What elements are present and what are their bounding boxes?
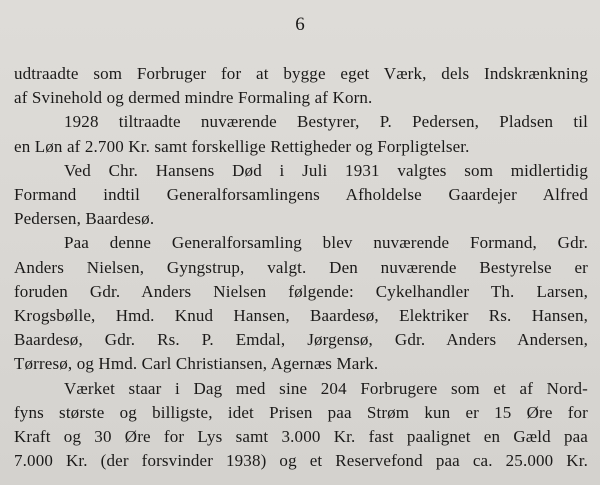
text-line: en Løn af 2.700 Kr. samt forskellige Rettigheder og Forpligtelser.	[14, 136, 470, 156]
text-line: Kraft og 30 Øre for Lys samt 3.000 Kr. fast paalignet en Gæld paa	[14, 427, 588, 447]
text-line: Ved Chr. Hansens Død i Juli 1931 valgtes som midlertidig	[64, 160, 588, 180]
text-line: udtraadte som Forbruger for at bygge eget Værk, dels Indskrænkning	[14, 64, 588, 83]
text-line: Tørresø, og Hmd. Carl Christiansen, Agernæs Mark.	[14, 354, 379, 374]
text-line: fyns største og billigste, idet Prisen paa Strøm kun er 15 Øre for	[14, 402, 588, 422]
text-line: Pedersen, Baardesø.	[14, 209, 155, 229]
text-line: foruden Gdr. Anders Nielsen følgende: Cykelhandler Th. Larsen,	[14, 281, 588, 301]
text-line: Anders Nielsen, Gyngstrup, valgt. Den nuværende Bestyrelse er	[14, 257, 588, 277]
body-text	[14, 62, 588, 473]
text-line: af Svinehold og dermed mindre Formaling af Korn.	[14, 88, 373, 108]
text-line: 7.000 Kr. (der forsvinder 1938) og et Reservefond paa ca. 25.000 Kr.	[14, 451, 588, 471]
text-line: Krogsbølle, Hmd. Knud Hansen, Baardesø, Elektriker Rs. Hansen,	[14, 306, 588, 326]
page-number: 6	[295, 14, 305, 35]
text-line: 1928 tiltraadte nuværende Bestyrer, P. Pedersen, Pladsen til	[64, 112, 588, 132]
text-line: Værket staar i Dag med sine 204 Forbrugere som et af Nord-	[64, 378, 588, 398]
text-line: Paa denne Generalforsamling blev nuværende Formand, Gdr.	[64, 233, 588, 253]
text-line: Baardesø, Gdr. Rs. P. Emdal, Jørgensø, Gdr. Anders Andersen,	[14, 330, 588, 350]
text-line: Formand indtil Generalforsamlingens Afholdelse Gaardejer Alfred	[14, 185, 588, 205]
